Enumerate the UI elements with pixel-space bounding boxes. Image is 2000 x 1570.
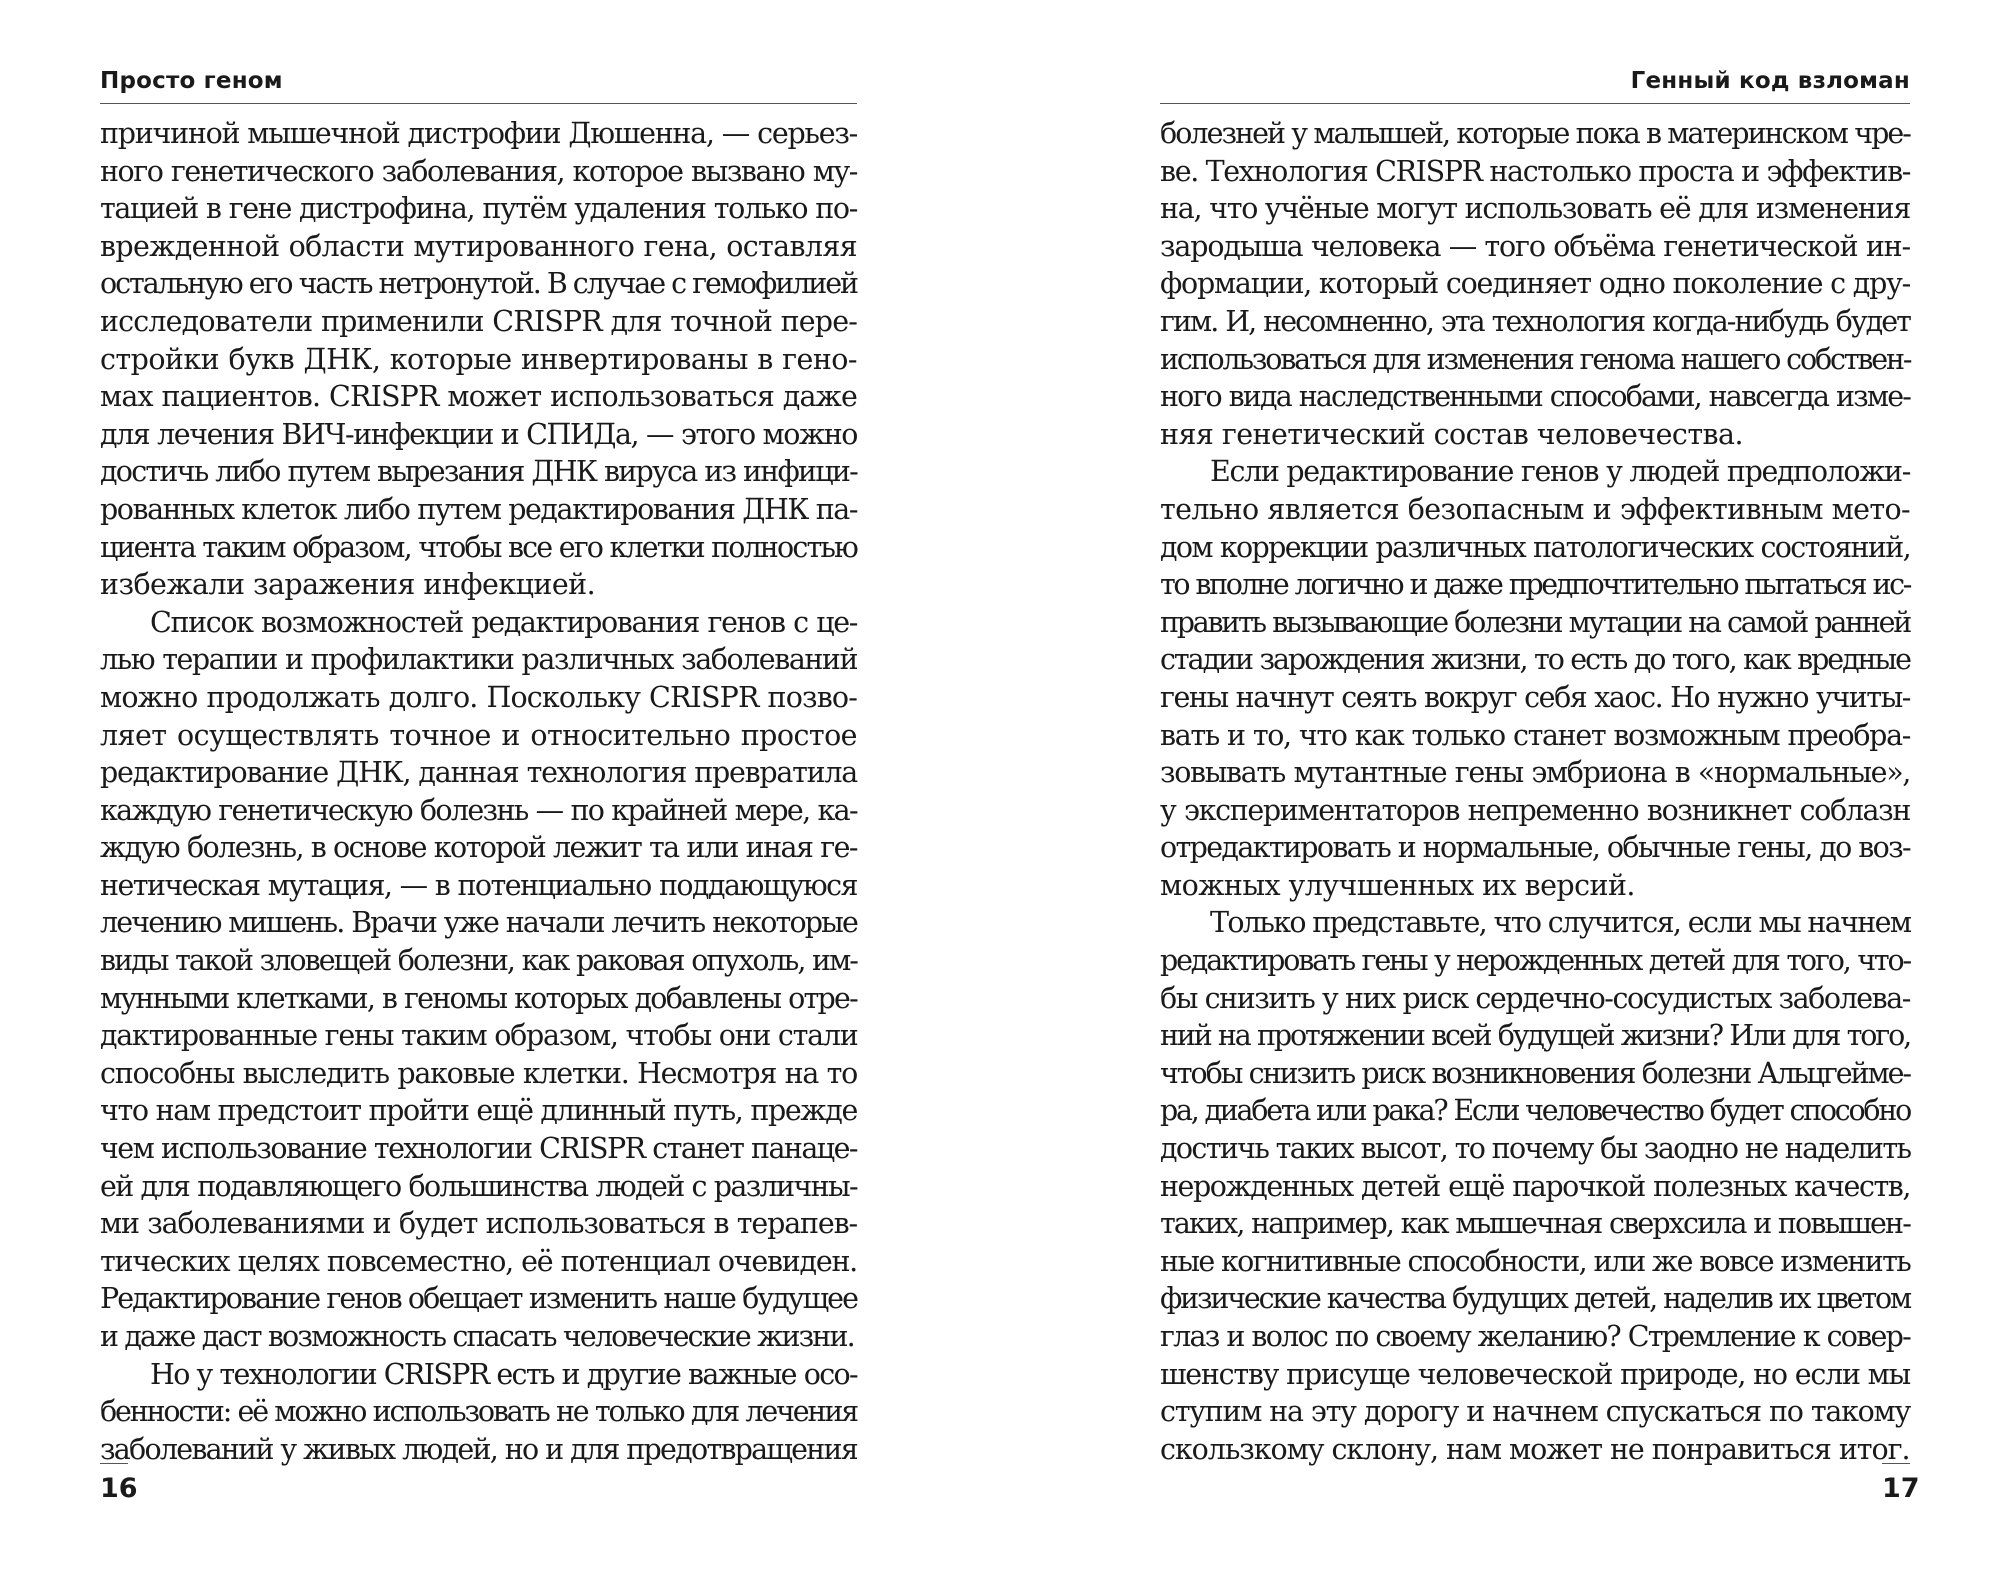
right-running-head: Генный код взломан bbox=[1630, 68, 1910, 94]
text-line: шенству присуще человеческой природе, но если мы bbox=[1160, 1357, 1910, 1391]
text-line: для лечения ВИЧ-инфекции и СПИДа, — этого можно bbox=[100, 417, 857, 451]
text-line: и даже даст возможность спасать человеческие жизни. bbox=[100, 1320, 854, 1353]
text-line: заболеваний у живых людей, но и для предотвращения bbox=[100, 1432, 857, 1466]
text-line: гены начнут сеять вокруг себя хаос. Но нужно учиты- bbox=[1160, 680, 1910, 714]
text-line: ные когнитивные способности, или же вовсе изменить bbox=[1160, 1244, 1911, 1278]
text-line: няя генетический состав человечества. bbox=[1160, 417, 1743, 451]
text-line: виды такой зловещей болезни, как раковая опухоль, им- bbox=[100, 944, 857, 978]
text-line: Редактирование генов обещает изменить наше будущее bbox=[100, 1282, 857, 1316]
text-line: врежденной области мутированного гена, оставляя bbox=[100, 229, 857, 263]
left-page-number: 16 bbox=[100, 1473, 138, 1504]
left-body-text bbox=[100, 115, 857, 1468]
text-line: Но у технологии CRISPR есть и другие важные осо- bbox=[150, 1357, 857, 1391]
text-line: способны выследить раковые клетки. Несмотря на то bbox=[100, 1056, 857, 1090]
text-line: глаз и волос по своему желанию? Стремление к совер- bbox=[1160, 1320, 1910, 1353]
text-line: Список возможностей редактирования генов с це- bbox=[150, 605, 857, 639]
left-header-rule bbox=[100, 103, 857, 104]
text-line: редактировать гены у нерожденных детей для того, что- bbox=[1160, 944, 1910, 978]
text-line: остальную его часть нетронутой. В случае с гемофилией bbox=[100, 267, 857, 301]
right-header-rule bbox=[1160, 103, 1910, 104]
text-line: болезней у малышей, которые пока в материнском чре- bbox=[1160, 117, 1910, 150]
text-line: мах пациентов. CRISPR может использоваться даже bbox=[100, 380, 857, 414]
text-line: ного вида наследственными способами, навсегда изме- bbox=[1160, 380, 1910, 414]
text-line: лечению мишень. Врачи уже начали лечить некоторые bbox=[100, 906, 857, 940]
left-running-head: Просто геном bbox=[100, 68, 283, 94]
right-page-number: 17 bbox=[1882, 1473, 1920, 1504]
text-line: стадии зарождения жизни, то есть до того, как вредные bbox=[1160, 643, 1910, 677]
text-line: ра, диабета или рака? Если человечество будет способно bbox=[1160, 1094, 1910, 1128]
text-line: зовывать мутантные гены эмбриона в «нормальные», bbox=[1160, 756, 1910, 790]
text-line: циента таким образом, чтобы все его клетки полностью bbox=[100, 530, 857, 564]
text-line: физические качества будущих детей, наделив их цветом bbox=[1160, 1282, 1910, 1316]
right-footer-rule bbox=[1882, 1463, 1910, 1464]
text-line: тических целях повсеместно, её потенциал очевиден. bbox=[100, 1244, 857, 1278]
text-line: формации, который соединяет одно поколение с дру- bbox=[1160, 267, 1910, 301]
text-line: ми заболеваниями и будет использоваться в терапев- bbox=[100, 1207, 857, 1241]
text-line: ного генетического заболевания, которое вызвано му- bbox=[100, 154, 857, 188]
text-line: у экспериментаторов непременно возникнет соблазн bbox=[1160, 793, 1910, 827]
text-line: ве. Технология CRISPR настолько проста и эффектив- bbox=[1160, 154, 1911, 188]
text-line: тацией в гене дистрофина, путём удаления только по- bbox=[100, 192, 857, 226]
text-line: мунными клетками, в геномы которых добавлены отре- bbox=[100, 981, 857, 1015]
text-line: вать и то, что как только станет возможным преобра- bbox=[1160, 718, 1910, 752]
text-line: дом коррекции различных патологических состояний, bbox=[1160, 530, 1910, 564]
text-line: править вызывающие болезни мутации на самой ранней bbox=[1160, 605, 1910, 639]
text-line: чтобы снизить риск возникновения болезни Альцгейме- bbox=[1160, 1056, 1910, 1090]
text-line: Если редактирование генов у людей предположи- bbox=[1210, 455, 1910, 489]
text-line: дактированные гены таким образом, чтобы они стали bbox=[100, 1019, 858, 1053]
text-line: что нам предстоит пройти ещё длинный путь, прежде bbox=[100, 1094, 857, 1128]
text-line: бы снизить у них риск сердечно-сосудистых заболева- bbox=[1160, 981, 1910, 1015]
text-line: редактирование ДНК, данная технология превратила bbox=[100, 756, 857, 790]
text-line: ждую болезнь, в основе которой лежит та или иная ге- bbox=[100, 831, 857, 865]
text-line: избежали заражения инфекцией. bbox=[100, 568, 596, 602]
text-line: Только представьте, что случится, если мы начнем bbox=[1210, 906, 1911, 940]
text-line: достичь таких высот, то почему бы заодно не наделить bbox=[1160, 1132, 1911, 1166]
text-line: зародыша человека — того объёма генетической ин- bbox=[1160, 229, 1910, 263]
text-line: причиной мышечной дистрофии Дюшенна, — серьез- bbox=[100, 117, 857, 150]
text-line: рованных клеток либо путем редактирования ДНК па- bbox=[100, 492, 857, 526]
left-footer-rule bbox=[100, 1463, 128, 1464]
text-line: таких, например, как мышечная сверхсила и повышен- bbox=[1160, 1207, 1910, 1241]
text-line: можных улучшенных их версий. bbox=[1160, 868, 1635, 902]
text-line: использоваться для изменения генома нашего собствен- bbox=[1160, 342, 1911, 376]
text-line: нерожденных детей ещё парочкой полезных качеств, bbox=[1160, 1169, 1910, 1203]
text-line: тельно является безопасным и эффективным мето- bbox=[1160, 492, 1910, 526]
text-line: каждую генетическую болезнь — по крайней мере, ка- bbox=[100, 793, 857, 827]
right-page bbox=[1000, 0, 2000, 1570]
text-line: стройки букв ДНК, которые инвертированы в гено- bbox=[100, 342, 857, 376]
text-line: можно продолжать долго. Поскольку CRISPR позво- bbox=[100, 680, 857, 714]
text-line: скользкому склону, нам может не понравиться итог. bbox=[1160, 1432, 1910, 1466]
text-line: ляет осуществлять точное и относительно простое bbox=[100, 718, 857, 752]
text-line: чем использование технологии CRISPR станет панацe- bbox=[100, 1132, 857, 1166]
text-line: гим. И, несомненно, эта технология когда-нибудь будет bbox=[1160, 304, 1910, 338]
right-body-text bbox=[1160, 115, 1910, 1468]
text-line: исследователи применили CRISPR для точной пере- bbox=[100, 304, 857, 338]
text-line: ступим на эту дорогу и начнем спускаться по такому bbox=[1160, 1395, 1910, 1429]
text-line: лью терапии и профилактики различных заболеваний bbox=[100, 643, 857, 677]
text-line: бенности: её можно использовать не только для лечения bbox=[100, 1395, 857, 1429]
text-line: нетическая мутация, — в потенциально поддающуюся bbox=[100, 868, 857, 902]
text-line: ний на протяжении всей будущей жизни? Или для того, bbox=[1160, 1019, 1910, 1053]
text-line: на, что учёные могут использовать её для изменения bbox=[1160, 192, 1911, 226]
text-line: ей для подавляющего большинства людей с различны- bbox=[100, 1169, 857, 1203]
text-line: то вполне логично и даже предпочтительно пытаться ис- bbox=[1160, 568, 1910, 602]
text-line: отредактировать и нормальные, обычные гены, до воз- bbox=[1160, 831, 1910, 865]
text-line: достичь либо путем вырезания ДНК вируса из инфици- bbox=[100, 455, 857, 489]
